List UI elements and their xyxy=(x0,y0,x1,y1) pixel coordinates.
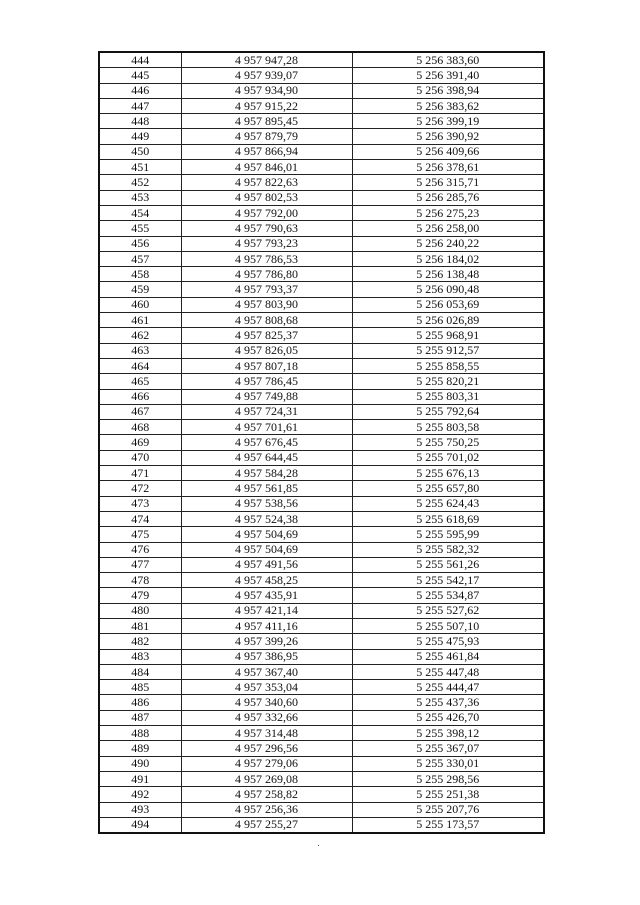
x-coordinate-cell: 4 957 793,37 xyxy=(181,282,352,297)
y-coordinate-cell: 5 255 542,17 xyxy=(352,573,544,588)
y-coordinate-cell: 5 255 803,31 xyxy=(352,389,544,404)
table-row xyxy=(99,557,544,572)
y-coordinate-cell: 5 255 803,58 xyxy=(352,420,544,435)
table-row xyxy=(99,649,544,664)
point-number-cell: 460 xyxy=(99,297,181,312)
x-coordinate-cell: 4 957 701,61 xyxy=(181,420,352,435)
point-number-cell: 453 xyxy=(99,190,181,205)
table-row xyxy=(99,205,544,220)
point-number-cell: 475 xyxy=(99,527,181,542)
table-row xyxy=(99,144,544,159)
table-row xyxy=(99,267,544,282)
point-number-cell: 483 xyxy=(99,649,181,664)
y-coordinate-cell: 5 256 275,23 xyxy=(352,205,544,220)
x-coordinate-cell: 4 957 504,69 xyxy=(181,527,352,542)
y-coordinate-cell: 5 255 426,70 xyxy=(352,710,544,725)
y-coordinate-cell: 5 255 912,57 xyxy=(352,343,544,358)
x-coordinate-cell: 4 957 504,69 xyxy=(181,542,352,557)
table-row xyxy=(99,710,544,725)
point-number-cell: 447 xyxy=(99,98,181,113)
point-number-cell: 474 xyxy=(99,511,181,526)
x-coordinate-cell: 4 957 676,45 xyxy=(181,435,352,450)
x-coordinate-cell: 4 957 458,25 xyxy=(181,573,352,588)
table-row xyxy=(99,297,544,312)
x-coordinate-cell: 4 957 340,60 xyxy=(181,695,352,710)
x-coordinate-cell: 4 957 256,36 xyxy=(181,802,352,817)
y-coordinate-cell: 5 256 390,92 xyxy=(352,129,544,144)
x-coordinate-cell: 4 957 934,90 xyxy=(181,83,352,98)
point-number-cell: 471 xyxy=(99,466,181,481)
table-row xyxy=(99,343,544,358)
x-coordinate-cell: 4 957 644,45 xyxy=(181,450,352,465)
x-coordinate-cell: 4 957 524,38 xyxy=(181,511,352,526)
point-number-cell: 487 xyxy=(99,710,181,725)
x-coordinate-cell: 4 957 353,04 xyxy=(181,680,352,695)
table-row xyxy=(99,481,544,496)
table-row xyxy=(99,389,544,404)
point-number-cell: 464 xyxy=(99,358,181,373)
y-coordinate-cell: 5 255 437,36 xyxy=(352,695,544,710)
table-row xyxy=(99,83,544,98)
table-row xyxy=(99,221,544,236)
table-row xyxy=(99,741,544,756)
x-coordinate-cell: 4 957 939,07 xyxy=(181,68,352,83)
point-number-cell: 459 xyxy=(99,282,181,297)
y-coordinate-cell: 5 255 298,56 xyxy=(352,771,544,786)
point-number-cell: 482 xyxy=(99,634,181,649)
table-row xyxy=(99,251,544,266)
x-coordinate-cell: 4 957 866,94 xyxy=(181,144,352,159)
table-row xyxy=(99,420,544,435)
y-coordinate-cell: 5 255 251,38 xyxy=(352,787,544,802)
y-coordinate-cell: 5 255 561,26 xyxy=(352,557,544,572)
point-number-cell: 467 xyxy=(99,404,181,419)
y-coordinate-cell: 5 256 399,19 xyxy=(352,114,544,129)
point-number-cell: 481 xyxy=(99,618,181,633)
table-row xyxy=(99,313,544,328)
x-coordinate-cell: 4 957 386,95 xyxy=(181,649,352,664)
table-row xyxy=(99,282,544,297)
y-coordinate-cell: 5 256 285,76 xyxy=(352,190,544,205)
table-row xyxy=(99,435,544,450)
point-number-cell: 455 xyxy=(99,221,181,236)
table-row xyxy=(99,328,544,343)
x-coordinate-cell: 4 957 421,14 xyxy=(181,603,352,618)
x-coordinate-cell: 4 957 279,06 xyxy=(181,756,352,771)
x-coordinate-cell: 4 957 314,48 xyxy=(181,726,352,741)
y-coordinate-cell: 5 256 090,48 xyxy=(352,282,544,297)
y-coordinate-cell: 5 256 026,89 xyxy=(352,313,544,328)
x-coordinate-cell: 4 957 435,91 xyxy=(181,588,352,603)
y-coordinate-cell: 5 255 618,69 xyxy=(352,511,544,526)
table-row xyxy=(99,573,544,588)
point-number-cell: 489 xyxy=(99,741,181,756)
x-coordinate-cell: 4 957 895,45 xyxy=(181,114,352,129)
point-number-cell: 452 xyxy=(99,175,181,190)
point-number-cell: 470 xyxy=(99,450,181,465)
point-number-cell: 444 xyxy=(99,52,181,68)
table-row xyxy=(99,787,544,802)
y-coordinate-cell: 5 255 657,80 xyxy=(352,481,544,496)
point-number-cell: 485 xyxy=(99,680,181,695)
point-number-cell: 468 xyxy=(99,420,181,435)
table-row xyxy=(99,618,544,633)
point-number-cell: 461 xyxy=(99,313,181,328)
point-number-cell: 493 xyxy=(99,802,181,817)
y-coordinate-cell: 5 256 409,66 xyxy=(352,144,544,159)
point-number-cell: 488 xyxy=(99,726,181,741)
coordinates-table-body xyxy=(99,52,544,833)
y-coordinate-cell: 5 255 367,07 xyxy=(352,741,544,756)
point-number-cell: 450 xyxy=(99,144,181,159)
point-number-cell: 451 xyxy=(99,160,181,175)
x-coordinate-cell: 4 957 561,85 xyxy=(181,481,352,496)
y-coordinate-cell: 5 256 053,69 xyxy=(352,297,544,312)
scan-speck xyxy=(318,845,319,846)
y-coordinate-cell: 5 255 792,64 xyxy=(352,404,544,419)
y-coordinate-cell: 5 255 676,13 xyxy=(352,466,544,481)
point-number-cell: 480 xyxy=(99,603,181,618)
point-number-cell: 466 xyxy=(99,389,181,404)
table-row xyxy=(99,466,544,481)
table-row xyxy=(99,680,544,695)
x-coordinate-cell: 4 957 332,66 xyxy=(181,710,352,725)
point-number-cell: 448 xyxy=(99,114,181,129)
x-coordinate-cell: 4 957 793,23 xyxy=(181,236,352,251)
y-coordinate-cell: 5 255 750,25 xyxy=(352,435,544,450)
point-number-cell: 457 xyxy=(99,251,181,266)
x-coordinate-cell: 4 957 584,28 xyxy=(181,466,352,481)
y-coordinate-cell: 5 255 527,62 xyxy=(352,603,544,618)
point-number-cell: 473 xyxy=(99,496,181,511)
x-coordinate-cell: 4 957 255,27 xyxy=(181,817,352,833)
y-coordinate-cell: 5 256 383,60 xyxy=(352,52,544,68)
x-coordinate-cell: 4 957 399,26 xyxy=(181,634,352,649)
y-coordinate-cell: 5 255 444,47 xyxy=(352,680,544,695)
point-number-cell: 446 xyxy=(99,83,181,98)
y-coordinate-cell: 5 255 507,10 xyxy=(352,618,544,633)
x-coordinate-cell: 4 957 786,45 xyxy=(181,374,352,389)
x-coordinate-cell: 4 957 846,01 xyxy=(181,160,352,175)
table-row xyxy=(99,358,544,373)
table-row xyxy=(99,664,544,679)
table-row xyxy=(99,756,544,771)
y-coordinate-cell: 5 255 330,01 xyxy=(352,756,544,771)
table-row xyxy=(99,98,544,113)
point-number-cell: 478 xyxy=(99,573,181,588)
table-row xyxy=(99,802,544,817)
y-coordinate-cell: 5 255 447,48 xyxy=(352,664,544,679)
x-coordinate-cell: 4 957 411,16 xyxy=(181,618,352,633)
point-number-cell: 465 xyxy=(99,374,181,389)
y-coordinate-cell: 5 255 398,12 xyxy=(352,726,544,741)
table-row xyxy=(99,771,544,786)
y-coordinate-cell: 5 256 398,94 xyxy=(352,83,544,98)
point-number-cell: 458 xyxy=(99,267,181,282)
point-number-cell: 494 xyxy=(99,817,181,833)
x-coordinate-cell: 4 957 367,40 xyxy=(181,664,352,679)
y-coordinate-cell: 5 256 138,48 xyxy=(352,267,544,282)
x-coordinate-cell: 4 957 269,08 xyxy=(181,771,352,786)
x-coordinate-cell: 4 957 786,80 xyxy=(181,267,352,282)
x-coordinate-cell: 4 957 915,22 xyxy=(181,98,352,113)
table-row xyxy=(99,450,544,465)
point-number-cell: 462 xyxy=(99,328,181,343)
x-coordinate-cell: 4 957 807,18 xyxy=(181,358,352,373)
y-coordinate-cell: 5 255 858,55 xyxy=(352,358,544,373)
table-row xyxy=(99,542,544,557)
table-row xyxy=(99,817,544,833)
y-coordinate-cell: 5 255 461,84 xyxy=(352,649,544,664)
table-row xyxy=(99,190,544,205)
x-coordinate-cell: 4 957 491,56 xyxy=(181,557,352,572)
table-row xyxy=(99,527,544,542)
table-row xyxy=(99,726,544,741)
table-row xyxy=(99,511,544,526)
x-coordinate-cell: 4 957 786,53 xyxy=(181,251,352,266)
point-number-cell: 449 xyxy=(99,129,181,144)
x-coordinate-cell: 4 957 879,79 xyxy=(181,129,352,144)
table-row xyxy=(99,603,544,618)
point-number-cell: 491 xyxy=(99,771,181,786)
x-coordinate-cell: 4 957 826,05 xyxy=(181,343,352,358)
x-coordinate-cell: 4 957 808,68 xyxy=(181,313,352,328)
x-coordinate-cell: 4 957 790,63 xyxy=(181,221,352,236)
point-number-cell: 476 xyxy=(99,542,181,557)
x-coordinate-cell: 4 957 296,56 xyxy=(181,741,352,756)
y-coordinate-cell: 5 255 173,57 xyxy=(352,817,544,833)
y-coordinate-cell: 5 256 240,22 xyxy=(352,236,544,251)
x-coordinate-cell: 4 957 802,53 xyxy=(181,190,352,205)
y-coordinate-cell: 5 256 184,02 xyxy=(352,251,544,266)
table-row xyxy=(99,588,544,603)
y-coordinate-cell: 5 255 534,87 xyxy=(352,588,544,603)
y-coordinate-cell: 5 255 624,43 xyxy=(352,496,544,511)
y-coordinate-cell: 5 256 383,62 xyxy=(352,98,544,113)
point-number-cell: 456 xyxy=(99,236,181,251)
point-number-cell: 484 xyxy=(99,664,181,679)
point-number-cell: 492 xyxy=(99,787,181,802)
x-coordinate-cell: 4 957 749,88 xyxy=(181,389,352,404)
table-row xyxy=(99,68,544,83)
x-coordinate-cell: 4 957 803,90 xyxy=(181,297,352,312)
x-coordinate-cell: 4 957 792,00 xyxy=(181,205,352,220)
point-number-cell: 469 xyxy=(99,435,181,450)
x-coordinate-cell: 4 957 825,37 xyxy=(181,328,352,343)
table-row xyxy=(99,175,544,190)
y-coordinate-cell: 5 255 595,99 xyxy=(352,527,544,542)
table-row xyxy=(99,114,544,129)
table-row xyxy=(99,496,544,511)
y-coordinate-cell: 5 255 820,21 xyxy=(352,374,544,389)
table-row xyxy=(99,695,544,710)
x-coordinate-cell: 4 957 724,31 xyxy=(181,404,352,419)
y-coordinate-cell: 5 255 968,91 xyxy=(352,328,544,343)
point-number-cell: 472 xyxy=(99,481,181,496)
point-number-cell: 490 xyxy=(99,756,181,771)
x-coordinate-cell: 4 957 258,82 xyxy=(181,787,352,802)
y-coordinate-cell: 5 255 475,93 xyxy=(352,634,544,649)
table-row xyxy=(99,634,544,649)
x-coordinate-cell: 4 957 538,56 xyxy=(181,496,352,511)
point-number-cell: 445 xyxy=(99,68,181,83)
coordinates-table xyxy=(98,51,545,834)
table-row xyxy=(99,404,544,419)
y-coordinate-cell: 5 255 701,02 xyxy=(352,450,544,465)
x-coordinate-cell: 4 957 822,63 xyxy=(181,175,352,190)
y-coordinate-cell: 5 255 207,76 xyxy=(352,802,544,817)
table-row xyxy=(99,236,544,251)
x-coordinate-cell: 4 957 947,28 xyxy=(181,52,352,68)
point-number-cell: 486 xyxy=(99,695,181,710)
y-coordinate-cell: 5 255 582,32 xyxy=(352,542,544,557)
y-coordinate-cell: 5 256 258,00 xyxy=(352,221,544,236)
table-row xyxy=(99,52,544,68)
y-coordinate-cell: 5 256 391,40 xyxy=(352,68,544,83)
point-number-cell: 463 xyxy=(99,343,181,358)
table-row xyxy=(99,160,544,175)
y-coordinate-cell: 5 256 378,61 xyxy=(352,160,544,175)
y-coordinate-cell: 5 256 315,71 xyxy=(352,175,544,190)
point-number-cell: 454 xyxy=(99,205,181,220)
point-number-cell: 479 xyxy=(99,588,181,603)
point-number-cell: 477 xyxy=(99,557,181,572)
table-row xyxy=(99,129,544,144)
table-row xyxy=(99,374,544,389)
